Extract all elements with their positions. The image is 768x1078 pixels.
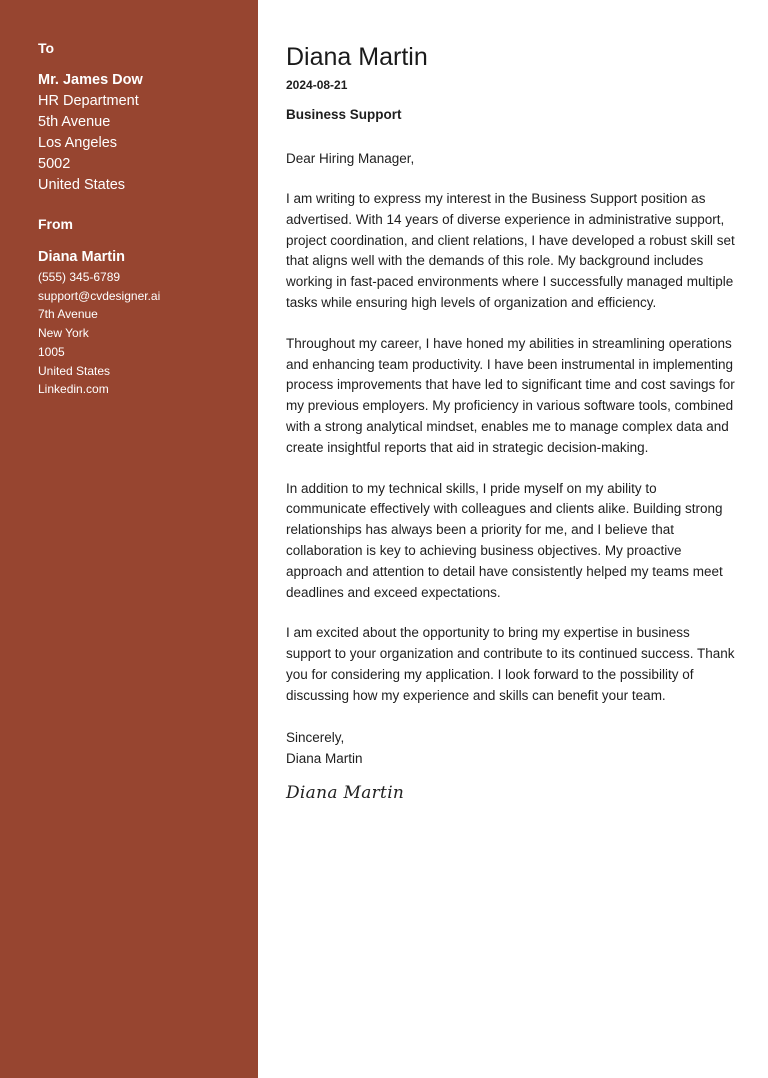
sender-phone: (555) 345-6789 [38, 270, 121, 284]
closing-block [286, 727, 738, 769]
sender-linkedin: Linkedin.com [38, 382, 109, 397]
sender-country: United States [38, 363, 111, 378]
sender-city: New York [38, 326, 89, 341]
letter-body [258, 0, 768, 1078]
recipient-street: 5th Avenue [38, 114, 111, 130]
recipient-zip: 5002 [38, 156, 71, 172]
recipient-department: HR Department [38, 93, 139, 109]
letter-date: 2024-08-21 [286, 78, 348, 92]
letter-sender-name: Diana Martin [286, 43, 428, 71]
recipient-name: Mr. James Dow [38, 72, 143, 88]
recipient-country: United States [38, 177, 126, 193]
from-heading: From [38, 216, 73, 232]
closing-name: Diana Martin [286, 750, 363, 766]
salutation: Dear Hiring Manager, [286, 151, 415, 166]
sender-street: 7th Avenue [38, 307, 98, 322]
paragraph-4: I am excited about the opportunity to bring my expertise in business support to your organization and contribute to its continued success. Thank you for considering my application. I look forward to the possibility of discussing how my experience and skills can benefit your team. [286, 625, 735, 703]
paragraph-2: Throughout my career, I have honed my abilities in streamlining operations and enhancing team productivity. I have been instrumental in implementing process improvements that have led to significant time and cost savings for my previous employers. My proficiency in various software tools, combined with a strong analytical mindset, enables me to manage complex data and create insightful reports that aid in strategic decision-making. [286, 335, 735, 455]
sender-block [38, 246, 238, 399]
paragraph-1: I am writing to express my interest in the Business Support position as advertised. With 14 years of diverse experience in administrative support, project coordination, and client relations, I have developed a robust skill set that aligns well with the demands of this role. My background includes working in fast-paced environments where I successfully managed multiple tasks while ensuring high levels of organization and efficiency. [286, 191, 735, 310]
sender-email: support@cvdesigner.ai [38, 288, 161, 303]
sender-zip: 1005 [38, 344, 65, 359]
recipient-city: Los Angeles [38, 135, 118, 151]
closing-phrase: Sincerely, [286, 729, 345, 745]
recipient-block [38, 70, 238, 196]
letter-subject: Business Support [286, 107, 402, 122]
paragraph-3: In addition to my technical skills, I pride myself on my ability to communicate effectively with colleagues and clients alike. Building strong relationships has always been a priority for me, and I believe that collaboration is key to achieving business objectives. My proactive approach and attention to detail have consistently helped my teams meet deadlines and exceed expectations. [286, 480, 723, 600]
to-heading: To [38, 40, 55, 56]
handwritten-signature: Diana Martin [286, 782, 405, 803]
sender-sidebar-name: Diana Martin [38, 249, 126, 265]
sidebar [0, 0, 258, 1078]
